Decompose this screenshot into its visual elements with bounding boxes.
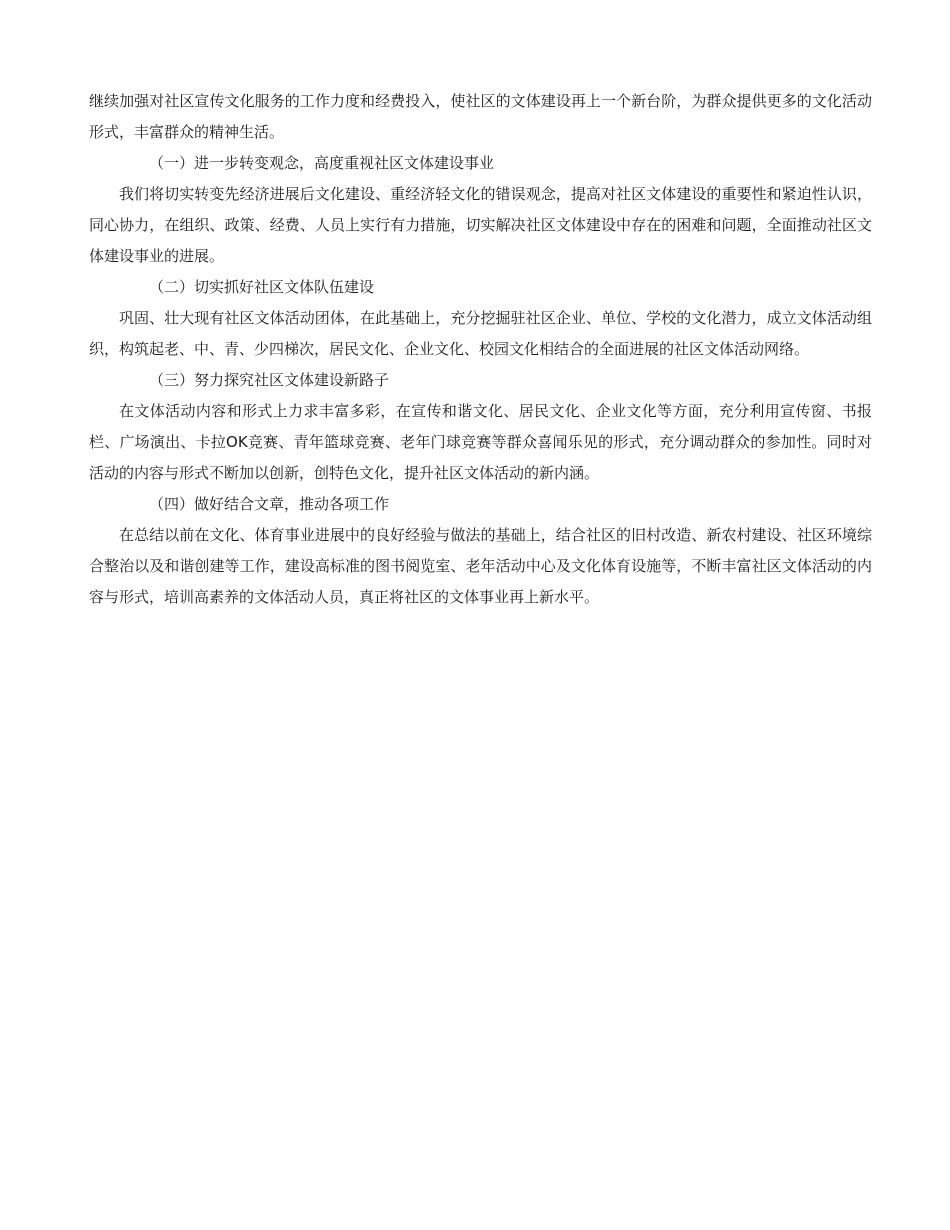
section-body: 我们将切实转变先经济进展后文化建设、重经济轻文化的错误观念，提高对社区文体建设的重要性和紧迫性认识，同心协力，在组织、政策、经费、人员上实行有力措施，切实解决社区文体建设中存在的困难和问题，全面推动社区文体建设事业的进展。 [89, 185, 872, 265]
section-body: 巩固、壮大现有社区文体活动团体，在此基础上，充分挖掘驻社区企业、单位、学校的文化潜力，成立文体活动组织，构筑起老、中、青、少四梯次，居民文化、企业文化、校园文化相结合的全面进展的社区文体活动网络。 [89, 309, 872, 358]
section-heading: （二）切实抓好社区文体队伍建设 [149, 278, 375, 296]
section-heading: （三）努力探究社区文体建设新路子 [149, 371, 390, 389]
section-heading: （一）进一步转变观念，高度重视社区文体建设事业 [149, 154, 495, 172]
section-2 [89, 272, 872, 365]
section-1 [89, 148, 872, 272]
document-page [89, 86, 872, 613]
section-3 [89, 365, 872, 489]
section-heading: （四）做好结合文章，推动各项工作 [149, 495, 390, 513]
section-body: 在总结以前在文化、体育事业进展中的良好经验与做法的基础上，结合社区的旧村改造、新农村建设、社区环境综合整治以及和谐创建等工作，建设高标准的图书阅览室、老年活动中心及文化体育设施等，不断丰富社区文体活动的内容与形式，培训高素养的文体活动人员，真正将社区的文体事业再上新水平。 [89, 526, 872, 606]
section-body: 在文体活动内容和形式上力求丰富多彩，在宣传和谐文化、居民文化、企业文化等方面，充分利用宣传窗、书报栏、广场演出、卡拉OK竞赛、青年篮球竞赛、老年门球竞赛等群众喜闻乐见的形式，充分调动群众的参加性。同时对活动的内容与形式不断加以创新，创特色文化，提升社区文体活动的新内涵。 [89, 402, 872, 482]
section-4 [89, 489, 872, 613]
intro-paragraph: 继续加强对社区宣传文化服务的工作力度和经费投入，使社区的文体建设再上一个新台阶，为群众提供更多的文化活动形式，丰富群众的精神生活。 [89, 92, 872, 141]
